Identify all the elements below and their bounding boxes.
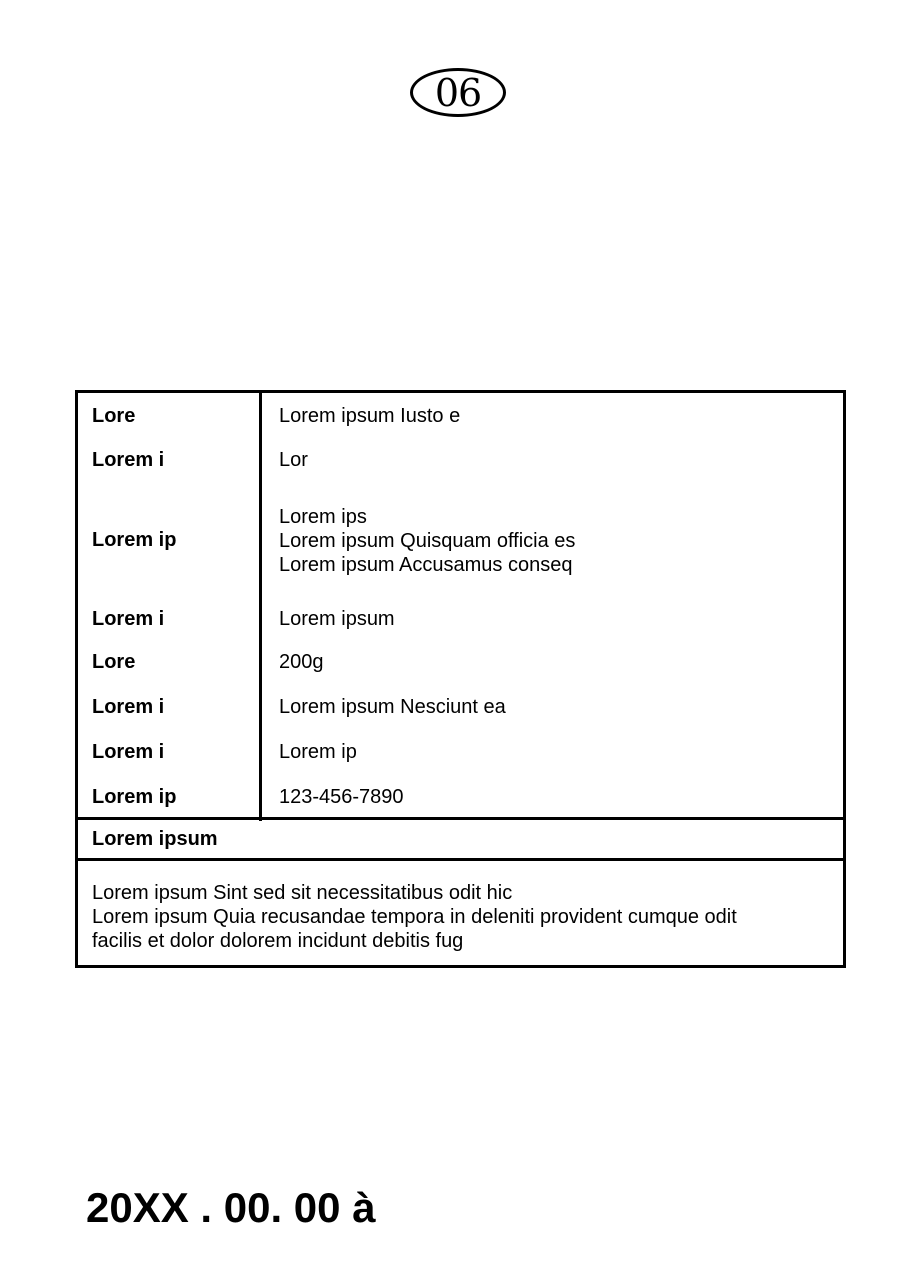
row-label: Lorem i [92,696,165,718]
row-value: Lorem ipsum [279,608,395,630]
note-line: Lorem ipsum Quia recusandae tempora in deleniti provident cumque odit [92,906,737,928]
row-value: Lorem ipsum Iusto e [279,405,461,427]
note-line: facilis et dolor dolorem incidunt debitis fug [92,930,464,952]
section-title: Lorem ipsum [92,828,218,850]
row-value: Lorem ip [279,741,357,763]
row-value-line: Lorem ipsum Accusamus conseq [279,554,573,576]
row-label: Lorem i [92,741,165,763]
row-value: Lorem ipsum Nesciunt ea [279,696,506,718]
note-line: Lorem ipsum Sint sed sit necessitatibus odit hic [92,882,513,904]
spec-table [75,390,846,968]
row-value-line: Lorem ips [279,506,367,528]
row-divider [78,817,843,820]
row-label: Lorem ip [92,786,177,808]
row-label: Lorem ip [92,529,177,551]
notes-block [92,881,737,953]
row-value: Lor [279,449,308,471]
page-number: 06 [434,70,482,115]
row-label: Lore [92,651,136,673]
footer-date: 20XX . 00. 00 à [86,1184,376,1231]
row-value-line: Lorem ipsum Quisquam officia es [279,530,576,552]
row-label: Lorem i [92,449,165,471]
row-label: Lorem i [92,608,165,630]
row-divider [78,858,843,861]
row-value: 200g [279,651,324,673]
column-divider [259,393,262,821]
row-label: Lore [92,405,136,427]
row-value: 123-456-7890 [279,786,404,808]
page-number-badge [410,68,506,117]
